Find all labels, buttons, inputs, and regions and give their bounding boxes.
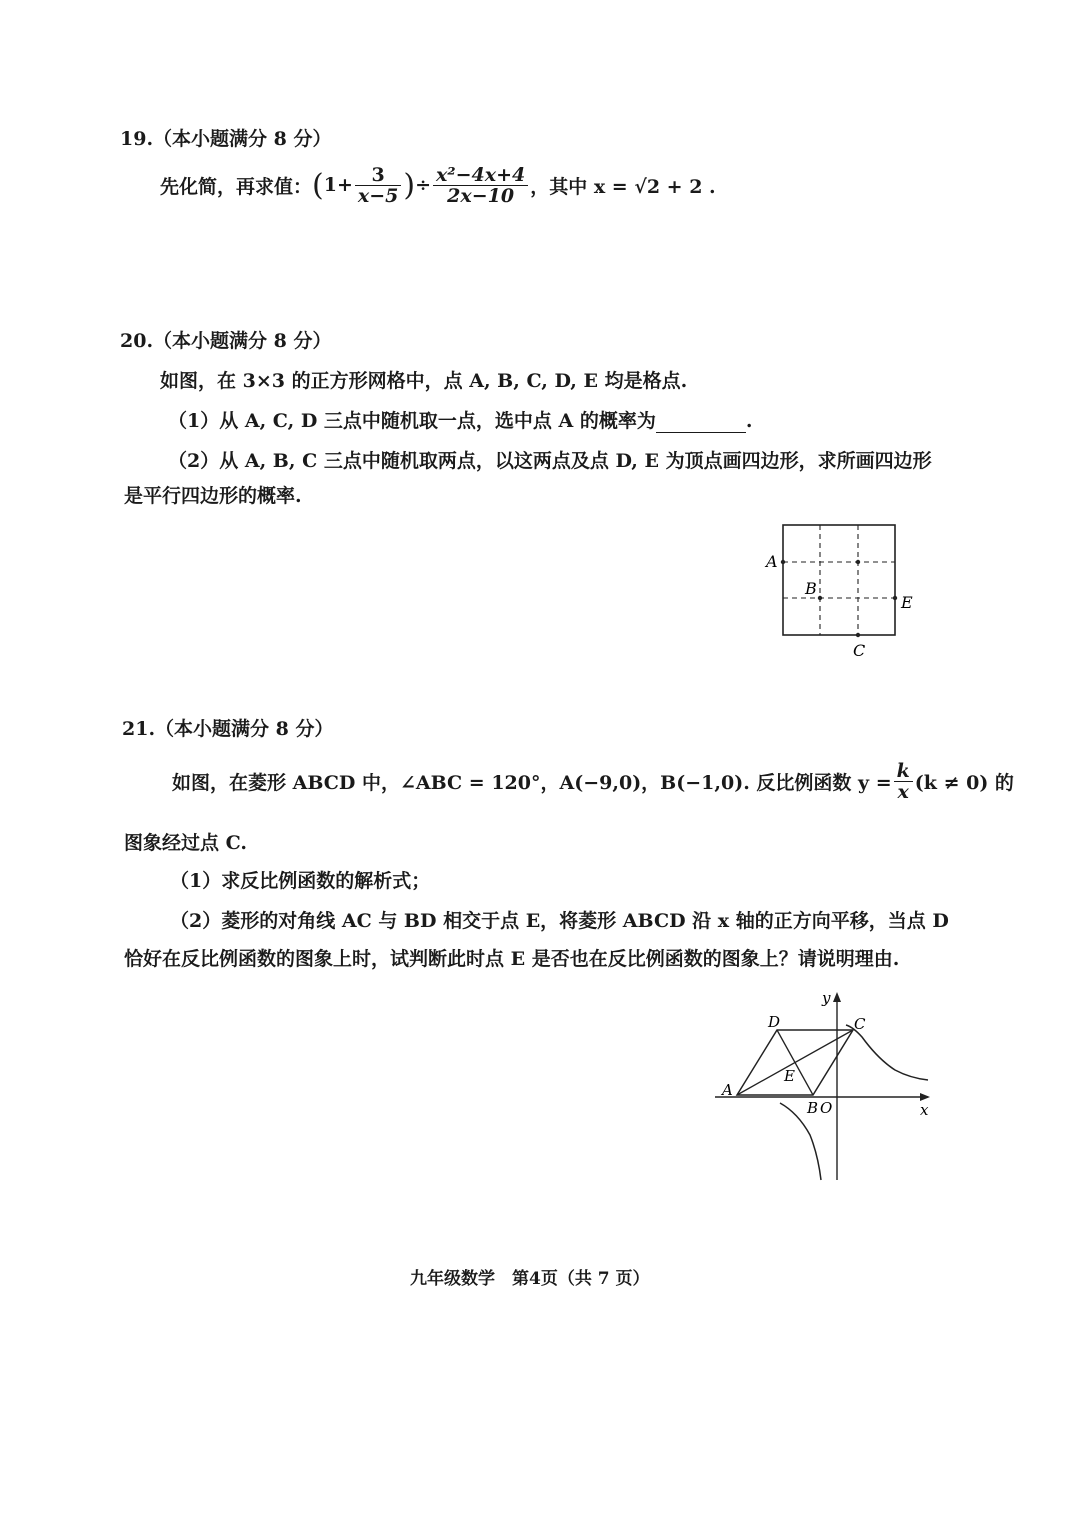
q19-f1-denominator: x−5 <box>357 184 399 207</box>
q21-intro <box>172 756 1014 806</box>
label-o: O <box>820 1099 833 1117</box>
q20-part1-end: . <box>745 410 753 432</box>
y-axis-arrow <box>833 992 841 1002</box>
point-c <box>856 633 860 637</box>
point-b <box>818 596 822 600</box>
left-paren: ( <box>312 167 324 203</box>
q21-intro-text: 如图，在菱形 ABCD 中，∠ABC = 120°，A(−9,0)，B(−1,0). 反比例函数 y = <box>172 771 892 794</box>
q21-part1: （1）求反比例函数的解析式； <box>170 870 431 892</box>
page-footer: 九年级数学 第4页（共 7 页） <box>410 1269 650 1289</box>
q19-fraction-2 <box>433 165 528 206</box>
label-c: C <box>853 641 866 660</box>
q21-heading: 21.（本小题满分 8 分） <box>122 718 334 740</box>
label-b: B <box>807 1099 819 1117</box>
q19-f2-denominator: 2x−10 <box>447 184 515 207</box>
q19-divide: ÷ <box>415 174 431 196</box>
label-y: y <box>822 989 831 1007</box>
q21-part2-line2: 恰好在反比例函数的图象上时，试判断此时点 E 是否也在反比例函数的图象上？请说明理由. <box>124 948 900 970</box>
diagonal-bd <box>777 1030 813 1095</box>
hyperbola-first-quadrant <box>846 1025 928 1080</box>
q19-f1-numerator: 3 <box>355 165 401 186</box>
q19-prefix: 先化简，再求值： <box>160 175 313 198</box>
label-c: C <box>854 1015 866 1033</box>
grid-outer-square <box>783 525 895 635</box>
q19-fraction-1 <box>355 165 401 206</box>
point-a <box>781 560 785 564</box>
right-paren: ) <box>403 167 416 203</box>
point-d <box>856 560 860 564</box>
q20-heading: 20.（本小题满分 8 分） <box>120 330 332 352</box>
q21-k-numerator: k <box>894 761 913 782</box>
q21-intro-post: (k ≠ 0) 的 <box>914 771 1014 794</box>
label-e: E <box>784 1067 795 1085</box>
q21-rhombus-figure <box>710 985 940 1185</box>
q20-part2-line1: （2）从 A, B, C 三点中随机取两点，以这两点及点 D, E 为顶点画四边形，求所画四边形 <box>168 450 932 472</box>
label-a: A <box>722 1081 733 1099</box>
label-x: x <box>920 1101 929 1119</box>
answer-blank <box>656 414 746 433</box>
q21-line2: 图象经过点 C. <box>124 832 248 854</box>
q21-x-denominator: x <box>897 780 909 803</box>
q19-suffix: ，其中 x = √2 + 2 . <box>530 175 716 198</box>
q20-grid-figure <box>760 520 930 665</box>
q19-one-plus: 1+ <box>323 174 353 196</box>
label-b: B <box>805 579 817 598</box>
q20-part1 <box>168 406 753 433</box>
q19-f2-numerator: x²−4x+4 <box>433 165 528 186</box>
point-e <box>893 596 897 600</box>
q19-expression <box>160 160 716 210</box>
label-e: E <box>901 593 913 612</box>
x-axis-arrow <box>920 1093 930 1101</box>
q20-part1-text: （1）从 A, C, D 三点中随机取一点，选中点 A 的概率为 <box>168 410 656 432</box>
q21-k-over-x <box>894 761 913 802</box>
q20-part2-line2: 是平行四边形的概率. <box>124 485 302 507</box>
label-a: A <box>766 552 778 571</box>
label-d: D <box>768 1013 781 1031</box>
q19-heading: 19.（本小题满分 8 分） <box>120 128 332 150</box>
q21-part2-line1: （2）菱形的对角线 AC 与 BD 相交于点 E，将菱形 ABCD 沿 x 轴的正方向平移，当点 D <box>170 910 949 932</box>
q20-intro: 如图，在 3×3 的正方形网格中，点 A, B, C, D, E 均是格点. <box>160 370 688 392</box>
